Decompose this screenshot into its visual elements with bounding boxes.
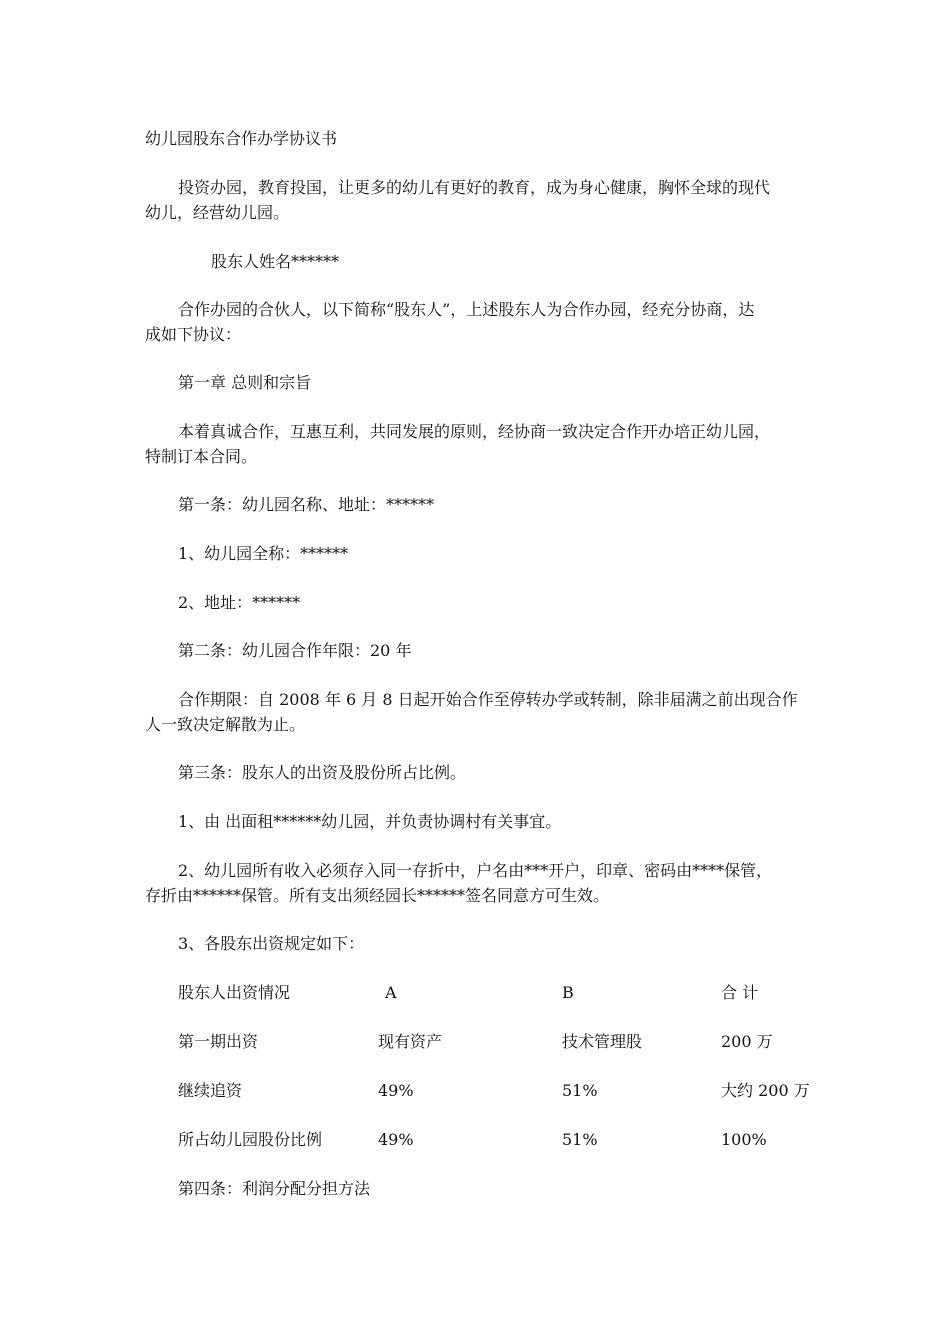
table-cell: 100% [721,1130,767,1149]
table-header-cell: B [562,983,574,1002]
article-3-item-1: 1、由 出面租******幼儿园，并负责协调村有关事宜。 [178,812,562,831]
table-cell: 49% [378,1081,414,1100]
partners-paragraph-line1: 合作办园的合伙人，以下简称“股东人”，上述股东人为合作办园，经充分协商，达 [178,300,755,319]
table-cell: 现有资产 [378,1032,443,1051]
article-1-item-1: 1、幼儿园全称：****** [178,544,349,563]
article-3-heading: 第三条：股东人的出资及股份所占比例。 [178,763,467,782]
table-header-cell: 股东人出资情况 [178,983,291,1002]
article-3-item-2-line1: 2、幼儿园所有收入必须存入同一存折中，户名由***开户，印章、密码由****保管， [178,861,773,880]
partners-paragraph-line2: 成如下协议： [145,325,242,344]
table-cell: 51% [562,1130,598,1149]
article-3-item-3: 3、各股东出资规定如下： [178,934,365,953]
article-1-heading: 第一条：幼儿园名称、地址：****** [178,495,435,514]
table-header-cell: 合 计 [721,983,759,1002]
table-cell: 第一期出资 [178,1032,259,1051]
intro-paragraph-line2: 幼儿，经营幼儿园。 [145,203,290,222]
article-4-heading: 第四条：利润分配分担方法 [178,1179,371,1198]
table-cell: 200 万 [721,1032,773,1051]
purpose-paragraph-line1: 本着真诚合作，互惠互利，共同发展的原则，经协商一致决定合作开办培正幼儿园， [178,422,771,441]
term-paragraph-line2: 人一致决定解散为止。 [145,715,306,734]
document-title: 幼儿园股东合作办学协议书 [145,129,338,148]
table-cell: 大约 200 万 [721,1081,810,1100]
table-cell: 49% [378,1130,414,1149]
shareholder-names: 股东人姓名****** [211,252,340,271]
table-cell: 继续追资 [178,1081,243,1100]
table-cell: 技术管理股 [562,1032,643,1051]
chapter-1-heading: 第一章 总则和宗旨 [178,373,312,392]
table-cell: 51% [562,1081,598,1100]
article-3-item-2-line2: 存折由******保管。所有支出须经园长******签名同意方可生效。 [145,886,610,905]
intro-paragraph-line1: 投资办园，教育投国，让更多的幼儿有更好的教育，成为身心健康，胸怀全球的现代 [178,178,771,197]
term-paragraph-line1: 合作期限：自 2008 年 6 月 8 日起开始合作至停转办学或转制，除非届满之前出现合作 [178,690,798,709]
table-cell: 所占幼儿园股份比例 [178,1130,323,1149]
purpose-paragraph-line2: 特制订本合同。 [145,447,258,466]
table-header-cell: A [385,983,397,1002]
article-2-heading: 第二条：幼儿园合作年限：20 年 [178,641,412,660]
article-1-item-2: 2、地址：****** [178,593,301,612]
